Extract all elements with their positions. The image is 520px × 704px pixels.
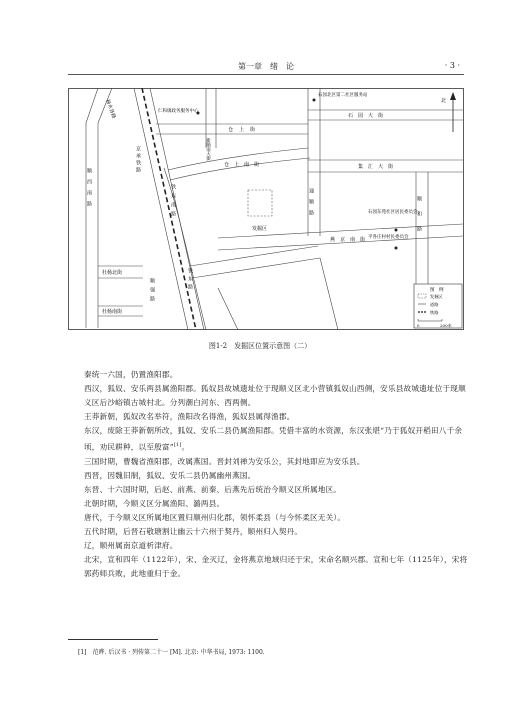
svg-text:0: 0 (417, 323, 420, 328)
shiyuan-north-label: 石园北区第二社区服务站 (318, 93, 368, 98)
shunxi-road-label: 顺西南路 (86, 168, 92, 212)
header-rule (68, 74, 464, 75)
paragraph: 五代时期，后晋石敬瑭割让幽云十六州于契丹，顺州归入契丹。 (84, 526, 303, 536)
tiedong2-road-label: 铁东路 (187, 268, 193, 292)
pinggezhuang-label: 平各庄村村民委员会 (368, 235, 409, 240)
footnote-ref: [1] (173, 442, 182, 448)
svg-text:铁路: 铁路 (430, 310, 439, 315)
footnote: [1] 范晔. 后汉书 · 列传第二十一 [M]. 北京: 中华书局, 1973: 1100. (78, 649, 265, 656)
renhe-center-label: 仁和镇政务服务中心 (158, 109, 199, 114)
paragraph: 东晋、十六国时期，后赵、前燕、前秦、后燕先后统治今顺义区所属地区。 (84, 484, 342, 494)
yangmu-road-label: 杨木各路 (104, 98, 117, 120)
svg-text:图 例: 图 例 (430, 288, 444, 293)
page-number: · 3 · (444, 61, 460, 70)
paragraph: 西晋，因魏旧制，狐奴、安乐二县仍属幽州燕国。 (84, 470, 256, 480)
svg-text:200米: 200米 (440, 323, 452, 328)
paragraph: 西汉，狐奴、安乐两县属渔阳郡。狐奴县故城遗址位于现顺义区北小营镇狐奴山西侧，安乐县故城遗址位于现顺义区后沙峪镇古城村北。分列潮白河东、西两侧。 (84, 384, 466, 407)
yanjing-street-label: 燕京南街 (330, 237, 371, 243)
map-legend (414, 284, 462, 328)
paragraph: 北朝时期，今顺义区分属渔阳、潞两县。 (84, 498, 225, 508)
figure-caption: 图1-2 发掘区位置示意图（二） (208, 342, 312, 350)
tiedong-road-label: 铁东南路 (170, 184, 176, 220)
body-text (68, 368, 468, 581)
duyang-north-label: 杜杨北街 (102, 270, 123, 276)
paragraph: 秦统一六国，仍置渔阳郡。 (84, 370, 178, 379)
paragraph: 王莽新朝，狐奴改名举符，渔阳改名得渔，狐奴县属得渔郡。 (84, 412, 295, 421)
cang-street-label: 仓上街 (228, 127, 262, 133)
svg-text:发掘区: 发掘区 (430, 294, 443, 299)
paragraph: 北宋，宣和四年（1122年），宋、金灭辽，金将燕京地域归还于宋，宋命名顺兴郡。宣和七年（1125年），宋将郭药师兵败，此地重归于金。 (84, 554, 468, 578)
svg-text:北: 北 (441, 98, 447, 104)
shunqiang-road-label: 顺强路 (149, 278, 155, 305)
shiyuan-street-label: 石园大街 (348, 113, 389, 119)
chapter-title: 第一章 绪 论 (238, 62, 294, 71)
cangnan-street-label: 仓上南街 (224, 162, 265, 168)
paragraph: 辽，顺州属南京道析津府。 (84, 540, 178, 550)
paragraph: 东汉，废除王莽新朝所改，狐奴、安乐二县仍属渔阳郡。凭借丰富的水资源，东汉张堪“乃于狐奴开稻田八千余顷，劝民耕种，以至殷富”[1]。 (84, 426, 463, 452)
paragraph: 三国时期，曹魏省渔阳郡，改属燕国。晋封刘禅为安乐公，其封地即应为安乐县。 (84, 456, 365, 466)
jingcheng-rail-label: 京承铁路 (135, 146, 141, 174)
page-header (68, 61, 464, 73)
svg-text:道路: 道路 (430, 302, 439, 307)
footnote-rule (68, 639, 158, 640)
excavation-label: 发掘区 (252, 226, 268, 232)
location-map (68, 88, 464, 330)
xinshun-road-label: 新顺南大街 (205, 138, 211, 161)
paragraph: 唐代，于今顺义区所属地区置归顺州归化郡，领怀柔县（与今怀柔区无关）。 (84, 512, 346, 522)
tong-road-label: 通顺路 (308, 188, 314, 221)
shiyuan-east-label: 石园东苑社区居民委员会 (368, 210, 418, 215)
duyang-south-label: 杜杨南街 (102, 309, 123, 315)
jihui-street-label: 集汇大街 (358, 164, 399, 170)
shunhe-road-label: 顺和路 (416, 196, 422, 241)
